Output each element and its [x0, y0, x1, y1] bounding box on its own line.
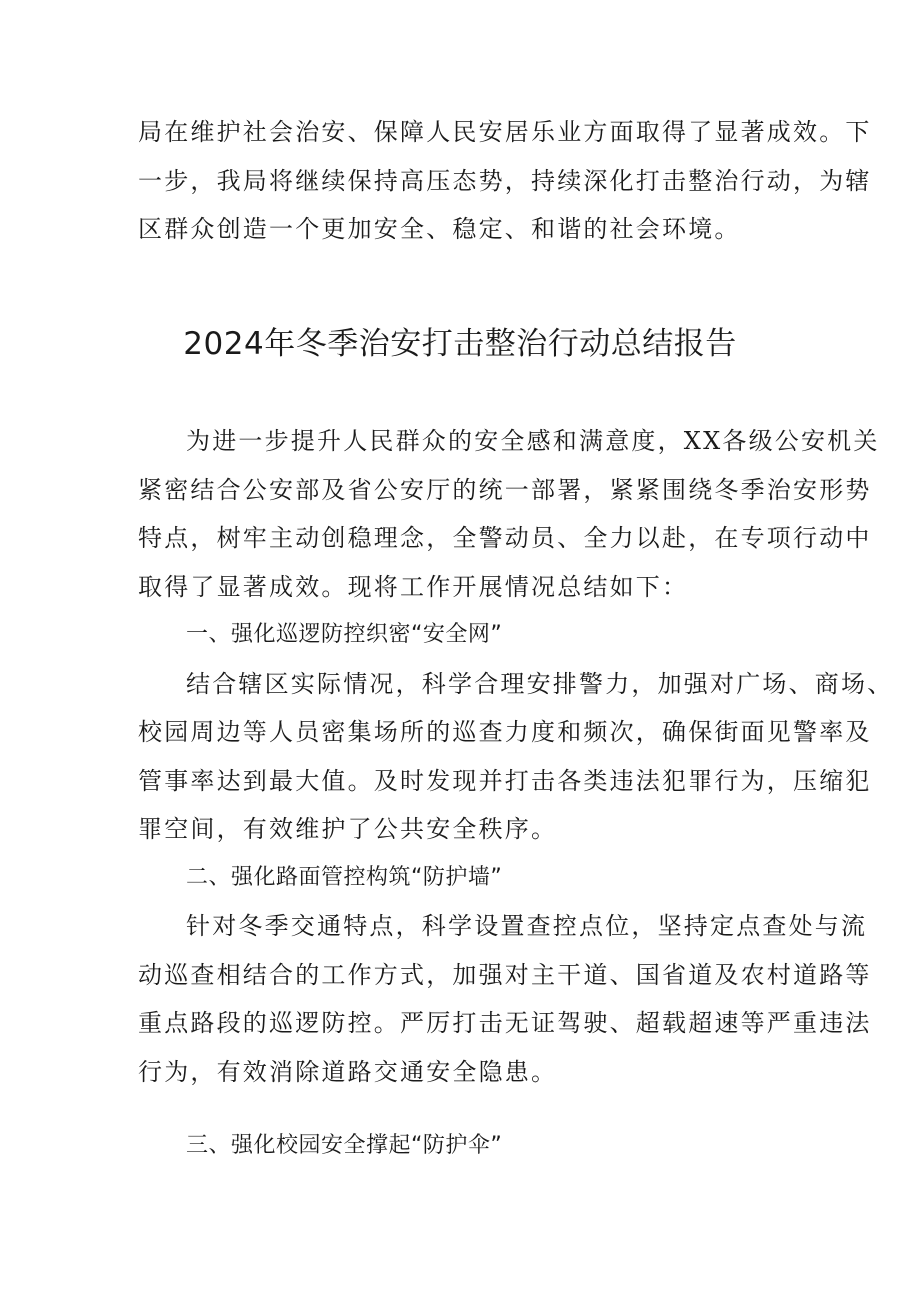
section-heading-3: 三、强化校园安全撑起“防护伞” — [186, 1133, 503, 1158]
report-title: 2024年冬季治安打击整治行动总结报告 — [183, 326, 737, 362]
opening-line-4: 取得了显著成效。现将工作开展情况总结如下： — [138, 573, 689, 601]
section-heading-2: 二、强化路面管控构筑“防护墙” — [186, 865, 503, 890]
intro-line-2: 一步，我局将继续保持高压态势，持续深化打击整治行动，为辖 — [138, 167, 872, 195]
intro-line-3: 区群众创造一个更加安全、稳定、和谐的社会环境。 — [138, 215, 741, 243]
opening-line-2: 紧密结合公安部及省公安厅的统一部署，紧紧围绕冬季治安形势 — [138, 476, 872, 504]
section-1-line-3: 管事率达到最大值。及时发现并打击各类违法犯罪行为，压缩犯 — [138, 767, 872, 795]
section-2-line-1: 针对冬季交通特点，科学设置查控点位，坚持定点查处与流 — [186, 912, 868, 940]
section-1-line-4: 罪空间，有效维护了公共安全秩序。 — [138, 815, 558, 843]
section-2-line-4: 行为，有效消除道路交通安全隐患。 — [138, 1058, 558, 1086]
section-1-line-1: 结合辖区实际情况，科学合理安排警力，加强对广场、商场、 — [186, 670, 894, 698]
section-2-line-2: 动巡查相结合的工作方式，加强对主干道、国省道及农村道路等 — [138, 961, 872, 989]
intro-line-1: 局在维护社会治安、保障人民安居乐业方面取得了显著成效。下 — [138, 118, 872, 146]
section-heading-1: 一、强化巡逻防控织密“安全网” — [186, 622, 503, 647]
opening-line-1: 为进一步提升人民群众的安全感和满意度，XX各级公安机关 — [186, 427, 880, 455]
opening-line-3: 特点，树牢主动创稳理念，全警动员、全力以赴，在专项行动中 — [138, 524, 872, 552]
section-2-line-3: 重点路段的巡逻防控。严厉打击无证驾驶、超载超速等严重违法 — [138, 1009, 872, 1037]
section-1-line-2: 校园周边等人员密集场所的巡查力度和频次，确保街面见警率及 — [138, 718, 872, 746]
